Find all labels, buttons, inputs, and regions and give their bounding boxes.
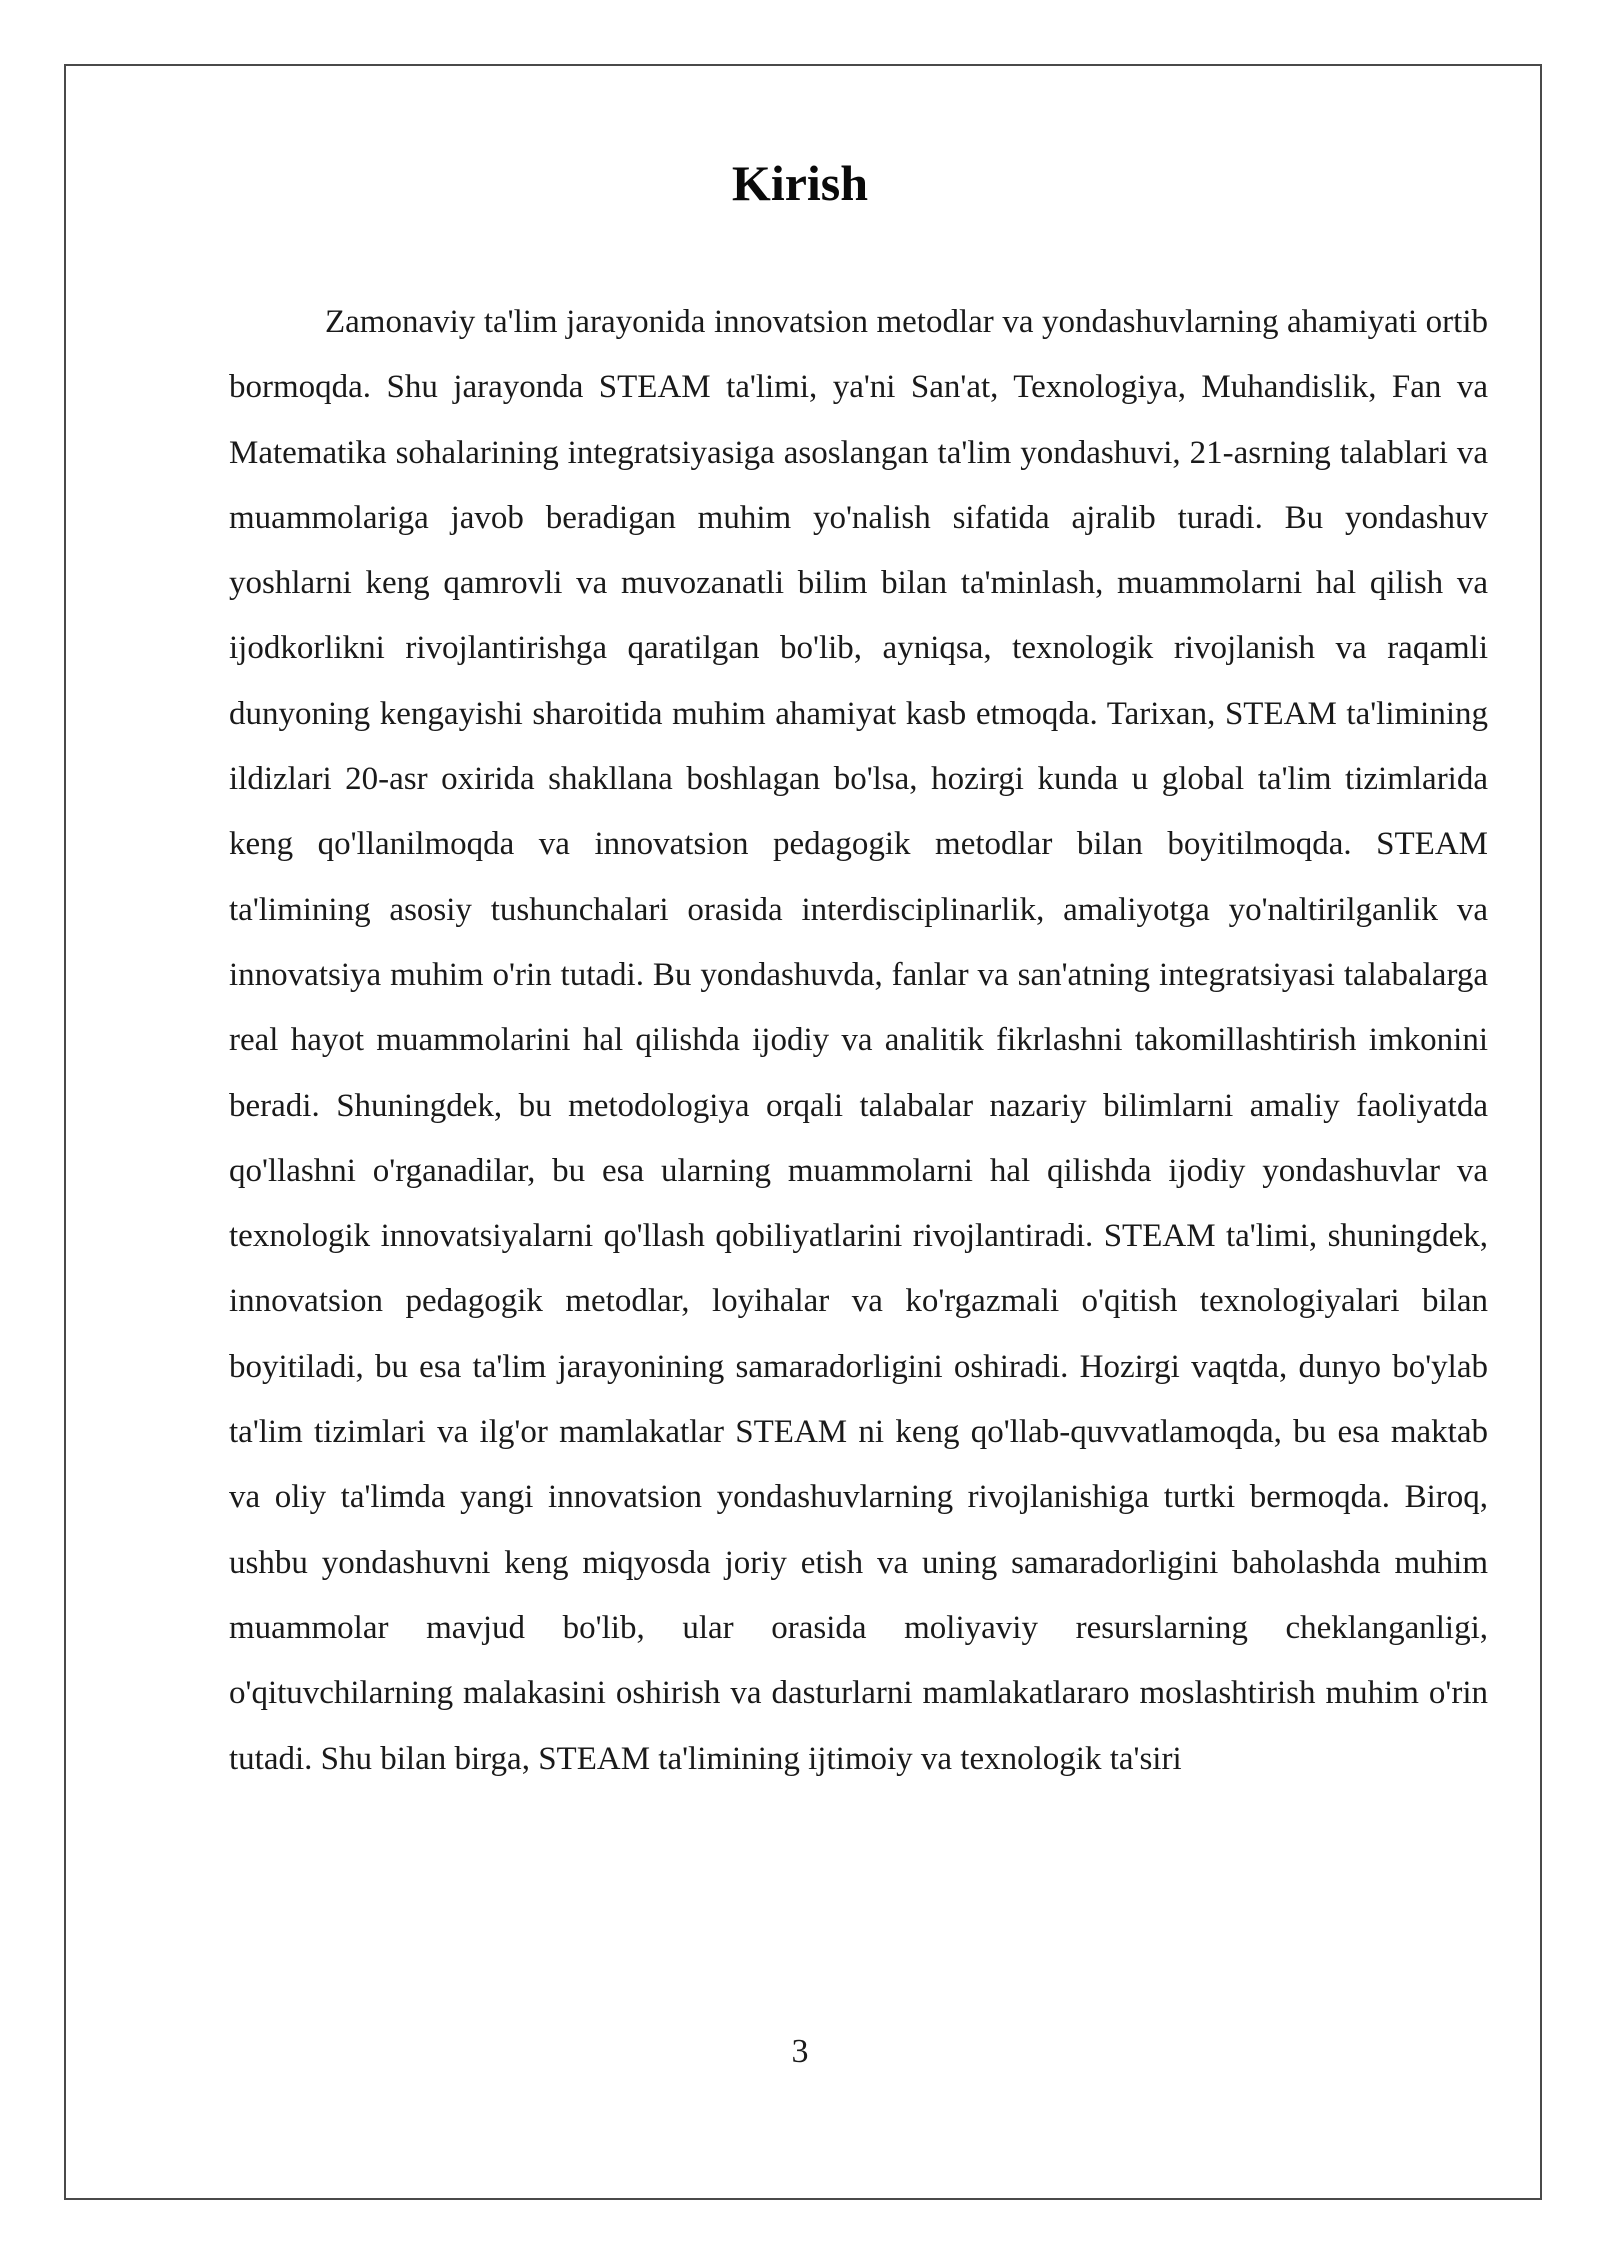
page-number: 3 (791, 2033, 809, 2070)
page-title: Kirish (731, 155, 869, 211)
body-paragraph: Zamonaviy ta'lim jarayonida innovatsion metodlar va yondashuvlarning ahamiyati ortib bormoqda. Shu jarayonda STEAM ta'limi, ya'ni San'at, Texnologiya, Muhandislik, Fan va Matematika sohalarining integratsiyasiga asoslangan ta'lim yondashuvi, 21-asrning talablari va muammolariga javob beradigan muhim yo'nalish sifatida ajralib turadi. Bu yondashuv yoshlarni keng qamrovli va muvozanatli bilim bilan ta'minlash, muammolarni hal qilish va ijodkorlikni rivojlantirishga qaratilgan bo'lib, ayniqsa, texnologik rivojlanish va raqamli dunyoning kengayishi sharoitida muhim ahamiyat kasb etmoqda. Tarixan, STEAM ta'limining ildizlari 20-asr oxirida shakllana boshlagan bo'lsa, hozirgi kunda u global ta'lim tizimlarida keng qo'llanilmoqda va innovatsion pedagogik metodlar bilan boyitilmoqda. STEAM ta'limining asosiy tushunchalari orasida interdisciplinarlik, amaliyotga yo'naltirilganlik va innovatsiya muhim o'rin tutadi. Bu yondashuvda, fanlar va san'atning integratsiyasi talabalarga real hayot muammolarini hal qilishda ijodiy va analitik fikrlashni takomillashtirish imkonini beradi. Shuningdek, bu metodologiya orqali talabalar nazariy bilimlarni amaliy faoliyatda qo'llashni o'rganadilar, bu esa ularning muammolarni hal qilishda ijodiy yondashuvlar va texnologik innovatsiyalarni qo'llash qobiliyatlarini rivojlantiradi. STEAM ta'limi, shuningdek, innovatsion pedagogik metodlar, loyihalar va ko'rgazmali o'qitish texnologiyalari bilan boyitiladi, bu esa ta'lim jarayonining samaradorligini oshiradi. Hozirgi vaqtda, dunyo bo'ylab ta'lim tizimlari va ilg'or mamlakatlar STEAM ni keng qo'llab-quvvatlamoqda, bu esa maktab va oliy ta'limda yangi innovatsion yondashuvlarning rivojlanishiga turtki bermoqda. Biroq, ushbu yondashuvni keng miqyosda joriy etish va uning samaradorligini baholashda muhim muammolar mavjud bo'lib, ular orasida moliyaviy resurslarning cheklanganligi, o'qituvchilarning malakasini oshirish va dasturlarni mamlakatlararo moslashtirish muhim o'rin tutadi. Shu bilan birga, STEAM ta'limining ijtimoiy va texnologik ta'siri (229, 304, 1488, 1777)
